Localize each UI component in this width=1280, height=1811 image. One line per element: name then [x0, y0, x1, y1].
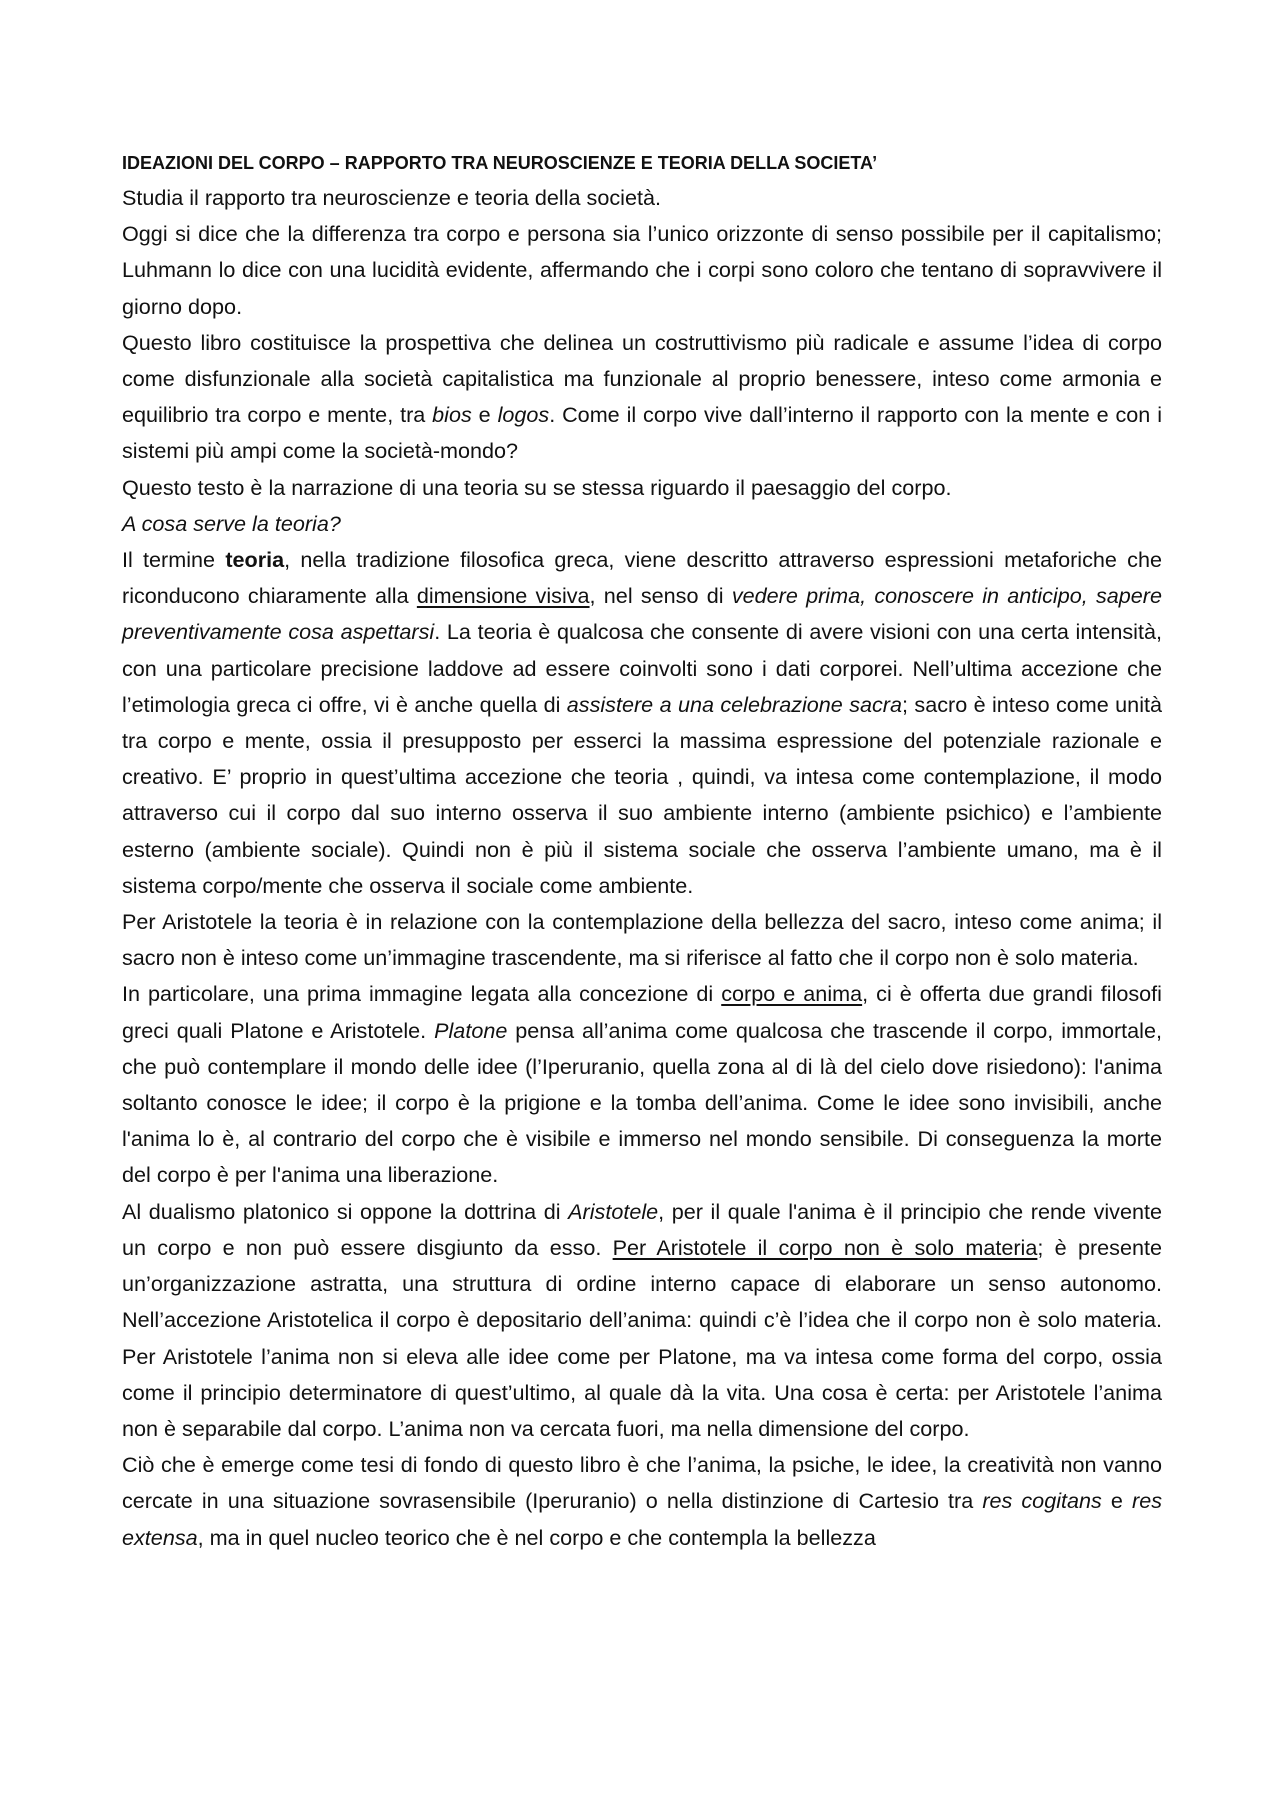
paragraph-3-text-a: Questo libro costituisce la prospettiva che delinea un costruttivismo più radicale e assume l’idea di corpo come disfunzionale alla società capitalistica ma funzionale al proprio benessere, inteso come armonia e equilibrio tra corpo e mente, tra — [122, 329, 1162, 428]
paragraph-2 — [122, 216, 1162, 325]
italic-res-cogitans: res cogitans — [982, 1488, 1102, 1514]
paragraph-7-text: Per Aristotele la teoria è in relazione con la contemplazione della bellezza del sacro, inteso come anima; il sacro non è inteso come un’immagine trascendente, ma si riferisce al fatto che il corpo non è solo materia. — [122, 909, 1162, 971]
underlined-corpo-e-anima: corpo e anima — [721, 981, 863, 1007]
paragraph-10-text-a: Ciò che è emerge come tesi di fondo di questo libro è che l’anima, la psiche, le idee, la creatività non vanno cercate in una situazione sovrasensibile (Iperuranio) o nella distinzione di Cartesio tra — [122, 1452, 1162, 1514]
paragraph-3-text-c: . Come il corpo vive dall’interno il rapporto con la mente e con i sistemi più ampi come la società-mondo? — [122, 402, 1162, 464]
paragraph-6-text-a: Il termine — [122, 547, 226, 573]
paragraph-3-text-b: e — [471, 402, 498, 428]
paragraph-8-text-c: pensa all’anima come qualcosa che trascende il corpo, immortale, che può contemplare il mondo delle idee (l’Iperuranio, quella zona al di là del cielo dove risiedono): l'anima soltanto conosce le idee; il corpo è la prigione e la tomba dell’anima. Come le idee sono invisibili, anche l'anima lo è, al contrario del corpo che è visibile e immerso nel mondo sensibile. Di conseguenza la morte del corpo è per l'anima una liberazione. — [122, 1017, 1162, 1188]
paragraph-7 — [122, 904, 1162, 976]
italic-assistere: assistere a una celebrazione sacra — [566, 691, 903, 717]
italic-vedere-prima: vedere prima, conoscere in anticipo, sapere preventivamente cosa aspettarsi — [122, 583, 1162, 645]
term-bios: bios — [432, 402, 472, 428]
italic-platone: Platone — [434, 1017, 508, 1043]
paragraph-9-text-a: Al dualismo platonico si oppone la dottrina di — [122, 1198, 569, 1224]
underlined-dimensione-visiva: dimensione visiva — [416, 583, 590, 609]
term-teoria: teoria — [225, 547, 285, 573]
paragraph-4-text: Questo testo è la narrazione di una teoria su se stessa riguardo il paesaggio del corpo. — [122, 474, 952, 500]
paragraph-5 — [122, 506, 1162, 542]
document-title: IDEAZIONI DEL CORPO – RAPPORTO TRA NEUROSCIENZE E TEORIA DELLA SOCIETA’ — [122, 153, 878, 173]
paragraph-2-text: Oggi si dice che la differenza tra corpo e persona sia l’unico orizzonte di senso possibile per il capitalismo; Luhmann lo dice con una lucidità evidente, affermando che i corpi sono coloro che tentano di sopravvivere il giorno dopo. — [122, 221, 1162, 319]
paragraph-10-text-b: e — [1101, 1488, 1132, 1514]
paragraph-10 — [122, 1447, 1162, 1556]
paragraph-10-text-c: , ma in quel nucleo teorico che è nel corpo e che contempla la bellezza — [197, 1524, 876, 1550]
paragraph-6-text-c: , nel senso di — [589, 583, 732, 609]
paragraph-1-text: Studia il rapporto tra neuroscienze e teoria della società. — [122, 185, 661, 210]
paragraph-6-text-e: ; sacro è inteso come unità tra corpo e mente, ossia il presupposto per esserci la massima espressione del potenziale razionale e creativo. E’ proprio in quest’ultima accezione che teoria , quindi, va intesa come contemplazione, il modo attraverso cui il corpo dal suo interno osserva il suo ambiente interno (ambiente psichico) e l’ambiente esterno (ambiente sociale). Quindi non è più il sistema sociale che osserva l’ambiente umano, ma è il sistema corpo/mente che osserva il sociale come ambiente. — [122, 691, 1162, 898]
paragraph-8 — [122, 976, 1162, 1193]
paragraph-9-text-b: , per il quale l'anima è il principio che rende vivente un corpo e non può essere disgiunto da esso. — [122, 1198, 1162, 1260]
paragraph-4 — [122, 470, 1162, 506]
paragraph-1 — [122, 180, 1162, 216]
underlined-aristotele-materia: Per Aristotele il corpo non è solo materia — [612, 1234, 1038, 1260]
paragraph-9 — [122, 1194, 1162, 1447]
paragraph-6-text-b: , nella tradizione filosofica greca, viene descritto attraverso espressioni metaforiche che riconducono chiaramente alla — [122, 547, 1162, 609]
paragraph-3 — [122, 325, 1162, 470]
paragraph-9-text-c: ; è presente un’organizzazione astratta, una struttura di ordine interno capace di elaborare un senso autonomo. Nell’accezione Aristotelica il corpo è depositario dell’anima: quindi c’è l’idea che il corpo non è solo materia. Per Aristotele l’anima non si eleva alle idee come per Platone, ma va intesa come forma del corpo, ossia come il principio determinatore di quest’ultimo, al quale dà la vita. Una cosa è certa: per Aristotele l’anima non è separabile dal corpo. L’anima non va cercata fuori, ma nella dimensione del corpo. — [122, 1234, 1163, 1441]
italic-res-extensa: res extensa — [122, 1488, 1162, 1550]
paragraph-6 — [122, 542, 1162, 904]
italic-aristotele: Aristotele — [568, 1198, 659, 1224]
paragraph-8-text-a: In particolare, una prima immagine legata alla concezione di — [122, 981, 722, 1007]
paragraph-8-text-b: , ci è offerta due grandi filosofi greci quali Platone e Aristotele. — [122, 981, 1162, 1043]
section-question: A cosa serve la teoria? — [122, 510, 341, 536]
term-logos: logos — [497, 402, 550, 428]
paragraph-6-text-d: . La teoria è qualcosa che consente di avere visioni con una certa intensità, con una particolare precisione laddove ad essere coinvolti sono i dati corporei. Nell’ultima accezione che l’etimologia greca ci offre, vi è anche quella di — [122, 619, 1162, 717]
